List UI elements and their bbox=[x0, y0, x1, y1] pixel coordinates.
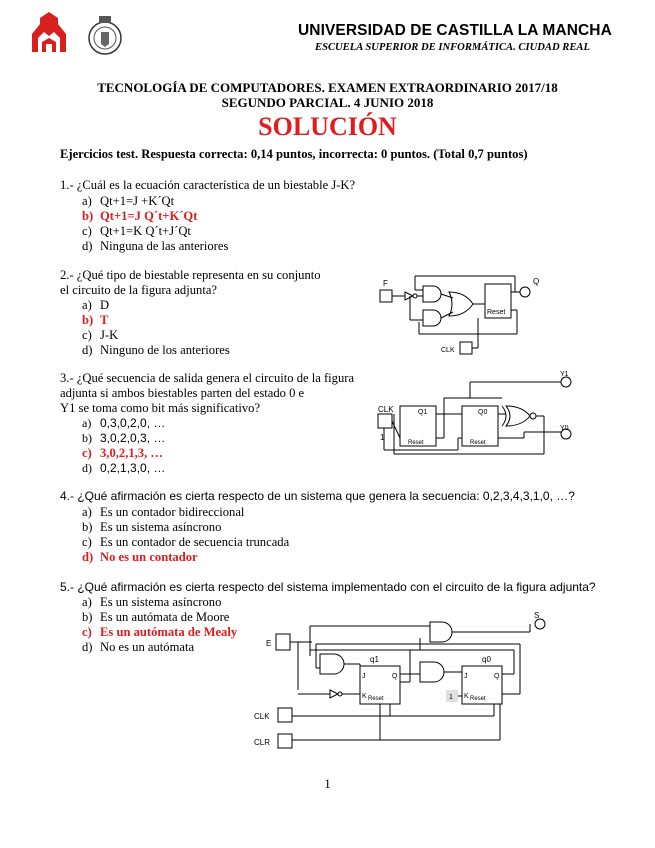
q5-k1-label: K bbox=[362, 693, 367, 700]
school-seal bbox=[84, 12, 126, 58]
uclm-logo bbox=[28, 12, 70, 58]
q5-option-c: c) Es un autómata de Mealy bbox=[82, 625, 238, 639]
solution-heading: SOLUCIÓN bbox=[258, 112, 397, 141]
q4-option-a: a) Es un contador bidireccional bbox=[82, 505, 245, 519]
q5-j1-label: J bbox=[362, 673, 366, 680]
q5-ff1-label: Reset bbox=[368, 696, 384, 702]
q2-option-b: b) T bbox=[82, 313, 109, 327]
q5-option-b: b) Es un autómata de Moore bbox=[82, 610, 230, 624]
q3-one-label: 1 bbox=[380, 433, 385, 442]
q4-option-c: c) Es un contador de secuencia truncada bbox=[82, 535, 290, 549]
exam-subtitle: SEGUNDO PARCIAL. 4 JUNIO 2018 bbox=[221, 95, 434, 110]
instructions: Ejercicios test. Respuesta correcta: 0,14 puntos, incorrecta: 0 puntos. (Total 0,7 puntos) bbox=[60, 147, 528, 161]
q4-option-b: b) Es un sistema asíncrono bbox=[82, 520, 222, 534]
q2-option-a: a) D bbox=[82, 298, 110, 312]
q3-q1-label: Q1 bbox=[418, 409, 428, 416]
q3-circuit-figure bbox=[374, 368, 574, 468]
q5-clear-label: CLR bbox=[254, 738, 271, 747]
university-name: UNIVERSIDAD DE CASTILLA LA MANCHA bbox=[298, 22, 612, 39]
q2-circuit-figure bbox=[375, 270, 545, 360]
q5-one-label: 1 bbox=[449, 694, 453, 701]
q2-option-c: c) J-K bbox=[82, 328, 119, 342]
q5-q0-label: q0 bbox=[482, 655, 491, 664]
q3-clock-label: CLK bbox=[378, 405, 394, 414]
q1-option-a: a) Qt+1=J +K´Qt bbox=[82, 194, 175, 208]
q1-option-d: d) Ninguna de las anteriores bbox=[82, 239, 229, 253]
page-number: 1 bbox=[324, 776, 331, 791]
q5-input-label: E bbox=[266, 639, 272, 648]
q5-circuit-figure bbox=[250, 610, 570, 760]
q1-option-c: c) Qt+1=K Q´t+J´Qt bbox=[82, 224, 191, 238]
q5-option-a: a) Es un sistema asíncrono bbox=[82, 595, 222, 609]
q3-option-b: b) 3,0,2,0,3, … bbox=[82, 431, 166, 445]
question-3-line-3: Y1 se toma como bit más significativo? bbox=[60, 401, 261, 415]
q3-option-d: d) 0,2,1,3,0, … bbox=[82, 461, 166, 475]
question-1: 1.- ¿Cuál es la ecuación característica de un biestable J-K? bbox=[60, 178, 356, 192]
q3-ff2-label: Reset bbox=[470, 440, 486, 446]
q3-option-a: a) 0,3,0,2,0, … bbox=[82, 416, 166, 430]
q5-j0-label: J bbox=[464, 673, 468, 680]
q4-option-d: d) No es un contador bbox=[82, 550, 198, 564]
q5-clock-label: CLK bbox=[254, 712, 270, 721]
q3-y1-label: Y1 bbox=[560, 371, 569, 378]
q3-y0-label: Y0 bbox=[560, 425, 569, 432]
q2-input-label: F bbox=[383, 279, 388, 288]
question-2-line-2: el circuito de la figura adjunta? bbox=[60, 283, 217, 297]
question-4: 4.- ¿Qué afirmación es cierta respecto de un sistema que genera la secuencia: 0,2,3,4,3,1,0, …? bbox=[60, 489, 575, 503]
question-2-line-1: 2.- ¿Qué tipo de biestable representa en su conjunto bbox=[60, 268, 321, 282]
q3-q0-label: Q0 bbox=[478, 409, 488, 416]
question-5: 5.- ¿Qué afirmación es cierta respecto del sistema implementado con el circuito de la figura adjunta? bbox=[60, 580, 596, 594]
q5-output-label: S bbox=[534, 611, 540, 620]
q2-ff-label: Reset bbox=[487, 309, 506, 316]
school-name: ESCUELA SUPERIOR DE INFORMÁTICA. CIUDAD REAL bbox=[315, 42, 590, 53]
q5-k0-label: K bbox=[464, 693, 469, 700]
question-3-line-1: 3.- ¿Qué secuencia de salida genera el circuito de la figura bbox=[60, 371, 355, 385]
q2-option-d: d) Ninguno de los anteriores bbox=[82, 343, 230, 357]
q5-ff0-label: Reset bbox=[470, 696, 486, 702]
q1-option-b: b) Qt+1=J Q´t+K´Qt bbox=[82, 209, 198, 223]
q3-ff1-label: Reset bbox=[408, 440, 424, 446]
q3-option-c: c) 3,0,2,1,3, … bbox=[82, 446, 163, 460]
q5-q1-label: q1 bbox=[370, 655, 379, 664]
q5-q1-pin-label: Q bbox=[392, 673, 398, 680]
exam-title: TECNOLOGÍA DE COMPUTADORES. EXAMEN EXTRAORDINARIO 2017/18 bbox=[97, 80, 558, 95]
q5-option-d: d) No es un autómata bbox=[82, 640, 195, 654]
q5-q0-pin-label: Q bbox=[494, 673, 500, 680]
q2-output-label: Q bbox=[533, 277, 540, 286]
question-3-line-2: adjunta si ambos biestables parten del estado 0 e bbox=[60, 386, 305, 400]
q2-clock-label: CLK bbox=[441, 347, 455, 354]
